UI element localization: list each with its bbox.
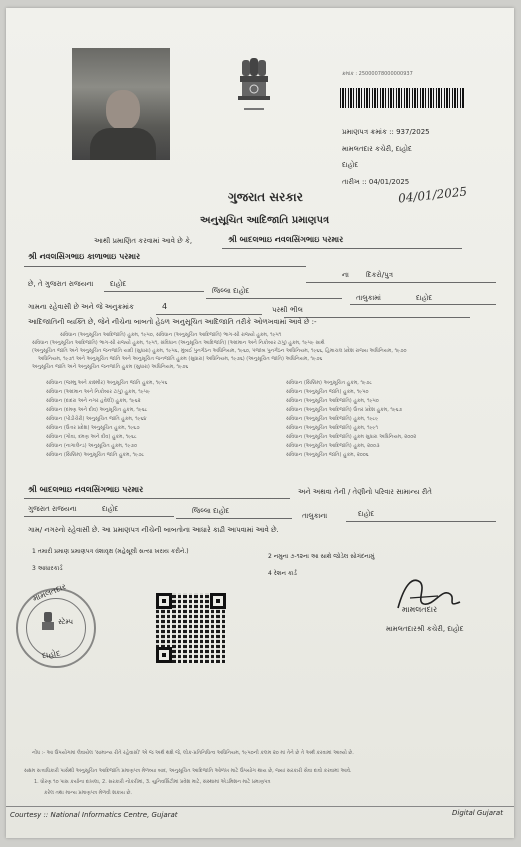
order-right-item: સંવિધાન (અનુસૂચિત આદિજાતિ) હુકમ, ૧૯૮૯: [286, 416, 379, 422]
order-right-item: સંવિધાન (અનુસૂચિત આદિજાતિ) ઉત્તર પ્રદેશ હુકમ, ૧૯૬૭: [286, 407, 403, 413]
order-right-item: સંવિધાન (અનુસૂચિત આદિજાતિ) હુકમ સુધારા અધિનિયમ, ૨૦૦૨: [286, 434, 417, 440]
signatory-office: મામલતદારશ્રી કચેરી, દાહોદ: [386, 625, 464, 633]
seal-top-text: મામલતદાર: [31, 581, 68, 604]
issue-date: તારીખ :: 04/01/2025: [342, 178, 410, 186]
serial-number: 4: [162, 302, 168, 311]
family-taluka: દાહોદ: [358, 510, 375, 518]
seal-bottom-text: દાહોદ: [41, 648, 62, 661]
barcode: [340, 88, 464, 108]
photo-body: [90, 128, 156, 160]
family-place: દાહોદ: [102, 505, 119, 513]
order-left-item: સંવિધાન (સિક્કિમ) અનુસૂચિત જાતિ હુકમ, ૧૯૭૮: [46, 452, 145, 458]
order-right-item: સંવિધાન (અનુસૂચિત આદિજાતિ) હુકમ, ૧૯૯૧: [286, 425, 378, 431]
taluka-label: તાલુકામાં: [356, 294, 381, 302]
order-left-item: સંવિધાન (પોંડીચેરી) અનુસૂચિત જાતિ હુકમ, ૧૯૬૪: [46, 416, 147, 422]
applicant-photo: [72, 48, 170, 160]
certificate-page: [6, 8, 514, 838]
note-line: સક્ષમ સત્તાધિકારી પાસેથી અનુસૂચિત આદિજાતિ પ્રમાણપત્ર મેળવ્યા બાદ, અનુસૂચિત આદિજાતિ ઓળખ માટે ઉપયોગ થાય છે, જ્યાં સરકારી સેવા દાવો કરવામાં આવે.: [24, 768, 352, 774]
photo-face: [106, 90, 140, 130]
seal-mid-text: સ્ટેમ્પ: [58, 618, 74, 626]
issuing-place: દાહોદ: [342, 161, 359, 169]
order-right-item: સંવિધાન (અનુસૂચિત આદિજાતિ) હુકમ, ૧૯૫૦: [286, 398, 379, 404]
order-line: (અનુસૂચિત જાતિ અને અનુસૂચિત જનજાતિ યાદી (સુધારા) હુકમ, ૧૯૫૬, મુંબઈ પુનર્ગઠન અધિનિયમ, ૧૯૬૦, પંજાબ પુનર્ગઠન અધિનિયમ, ૧૯૬૬, હિમાચલ પ્રદેશ રાજ્ય અધિનિયમ, ૧૯૭૦: [32, 348, 407, 354]
note-line: નોંધ :- આ ઉપયોગમાં લેવાયેલ 'સામાન્ય રીતે રહેવાસી' એ જ અર્થ થશે જે, લોક-પ્રતિનિધિત્વ અધિનિયમ, ૧૯૫૦ની કલમ ૨૦ માં તેને છે તે અર્થ કરવામાં આવ્યો છે.: [32, 750, 354, 756]
order-line: સંવિધાન (અનુસૂચિત આદિજાતિ) ભાગ-સી રાજ્યો હુકમ, ૧૯૫૧, સંવિધાન (અનુસૂચિત આદિજાતિ) (અંદમાન અને નિકોબાર ટાપુ) હુકમ, ૧૯૫૯ સાથે: [32, 340, 325, 346]
seal-emblem-icon: [40, 612, 56, 632]
qr-code: [156, 593, 226, 663]
cert-number: પ્રમાણપત્ર ક્રમાંક :: 937/2025: [342, 128, 430, 136]
footer-brand: Digital Gujarat: [452, 809, 503, 817]
doc-item: 2 નમુના ૭-૧૨ના આ સાથે જોડેલ સોગંદનામું: [268, 553, 375, 560]
family-tail: અને અથવા તેની / તેણીનો પરિવાર સામાન્ય રીતે: [298, 488, 432, 496]
order-line: અનુસૂચિત જાતિ અને અનુસૂચિત જનજાતિ હુકમ (સુધારા) અધિનિયમ, ૧૯૭૬: [32, 364, 189, 370]
family-district: જિલ્લા દાહોદ: [192, 507, 230, 515]
order-right-item: સંવિધાન (અનુસૂચિત આદિજાતિ) હુકમ, ૨૦૦૩: [286, 443, 380, 449]
taluka-value: દાહોદ: [416, 294, 433, 302]
tribe-name: ભીલ: [290, 306, 303, 314]
order-left-item: સંવિધાન (અંદમાન અને નિકોબાર ટાપુ) હુકમ, ૧૯૫૯: [46, 389, 150, 395]
order-right-item: સંવિધાન (અનુસૂચિત જાતિ) હુકમ, ૨૦૦૬: [286, 452, 369, 458]
family-taluka-label: તાલુકાના: [302, 512, 328, 520]
order-line: અધિનિયમ, ૧૯૭૧ અને અનુસૂચિત જાતિ અને અનુસૂચિત જનજાતિ હુકમ (સુધારા) અધિનિયમ, ૧૯૭૬) (અનુસૂચિત જાતિ) અધિનિયમ, ૧૯૭૬: [38, 356, 323, 362]
order-right-item: સંવિધાન (અનુસૂચિત જાતિ) હુકમ, ૧૯૫૦: [286, 389, 369, 395]
na-label: ના: [342, 271, 349, 279]
handwritten-date: 04/01/2025: [397, 184, 468, 206]
order-left-item: સંવિધાન (ગોવા, દમણ અને દીવ) હુકમ, ૧૯૬૮: [46, 434, 137, 440]
doc-item: 4 રેશન કાર્ડ: [268, 570, 297, 577]
family-name: શ્રી બાદલભાઇ નવલસિંગભાઇ પરમાર: [28, 485, 144, 494]
order-left-item: સંવિધાન (દમણ અને દીવ) અનુસૂચિત હુકમ, ૧૯૬૮: [46, 407, 148, 413]
relation: દિકરો/પુત્ર: [366, 271, 394, 279]
signatory-title: મામલતદાર: [402, 605, 438, 614]
district-label: જિલ્લા દાહોદ: [212, 287, 250, 295]
government-title: ગુજરાત સરકાર: [228, 190, 303, 204]
order-line: સંવિધાન (અનુસૂચિત આદિજાતિ) હુકમ, ૧૯૫૦, સંવિધાન (અનુસૂચિત આદિજાતિ) ભાગ-સી રાજ્યો હુકમ, ૧૯૫૧: [60, 332, 282, 338]
basis-line: ગામ/ નગરનો રહેવાસી છે. આ પ્રમાણપત્ર નીચેની બાબતોના આધારે કાઢી આપવામાં આવે છે.: [28, 526, 279, 534]
order-left-item: સંવિધાન (જમ્મુ અને કાશ્મીર) અનુસૂચિત જાતિ હુકમ, ૧૯૫૬: [46, 380, 168, 386]
state-emblem-icon: [232, 58, 276, 120]
applicant-name: શ્રી બાદલભાઇ નવલસિંગભાઇ પરમાર: [228, 235, 344, 244]
state-line: છે, તે ગુજરાત રાજયના: [28, 280, 94, 288]
family-state: ગુજરાત રાજયના: [28, 505, 77, 513]
doc-item: 3 આધારકાર્ડ: [32, 565, 63, 572]
order-left-item: સંવિધાન (ઉત્તર પ્રદેશ) અનુસૂચિત હુકમ, ૧૯૬૭: [46, 425, 140, 431]
doc-item: 1 તમારી પ્રમાણ પ્રમાણપત્ર વંશાવૃક્ષ (મહેસૂલી સત્યા ખરાય કરીને.): [32, 548, 189, 555]
village-line: ગામના રહેવાસી છે અને જે અનુક્રમાંક: [28, 303, 134, 311]
order-left-item: સંવિધાન (નાગાલેન્ડ) અનુસૂચિત હુકમ, ૧૯૭૦: [46, 443, 137, 449]
order-left-item: સંવિધાન (દાદરા અને નગર હવેલી) હુકમ, ૧૯૬૨: [46, 398, 141, 404]
tribal-line: આદિજાતિની વ્યક્તિ છે, જેને નીચેના બાબતો હેઠળ અનુસૂચિત આદિજાતિ તરીકે ઓળખવામાં આવે છે :-: [28, 318, 317, 326]
certificate-title: અનુસૂચિત આદિજાતિ પ્રમાણપત્ર: [200, 215, 330, 226]
tribe-label: પરથી: [272, 306, 288, 314]
order-right-item: સંવિધાન (સિક્કિમ) અનુસૂચિત હુકમ, ૧૯૭૮: [286, 380, 373, 386]
issuing-office: મામલતદાર કચેરી, દાહોદ: [342, 145, 412, 153]
doc-id: ક્રમાંક : 25000078000000937: [342, 71, 413, 77]
father-name: શ્રી નવલસિંગભાઇ કાળાભાઇ પરમાર: [28, 252, 141, 261]
note-line: કરેલ તથા માન્ય પ્રમાણપત્ર મેળવી શકાય છે.: [44, 790, 132, 796]
residence-place: દાહોદ: [110, 280, 127, 288]
note-line: 1. ધોરણ ૧૦ પાસ કર્યાના દાખલા, 2. સરકારી નોકરીમાં, 3. યુનિવર્સિટીમાં પ્રવેશ માટે, સંસ્થામાં એડમિશન માટે પ્રમાણપત્ર: [34, 779, 271, 785]
footer-courtesy: Courtesy :: National Informatics Centre, Gujarat: [10, 811, 178, 819]
intro-text: આથી પ્રમાણિત કરવામાં આવે છે કે,: [94, 237, 193, 245]
